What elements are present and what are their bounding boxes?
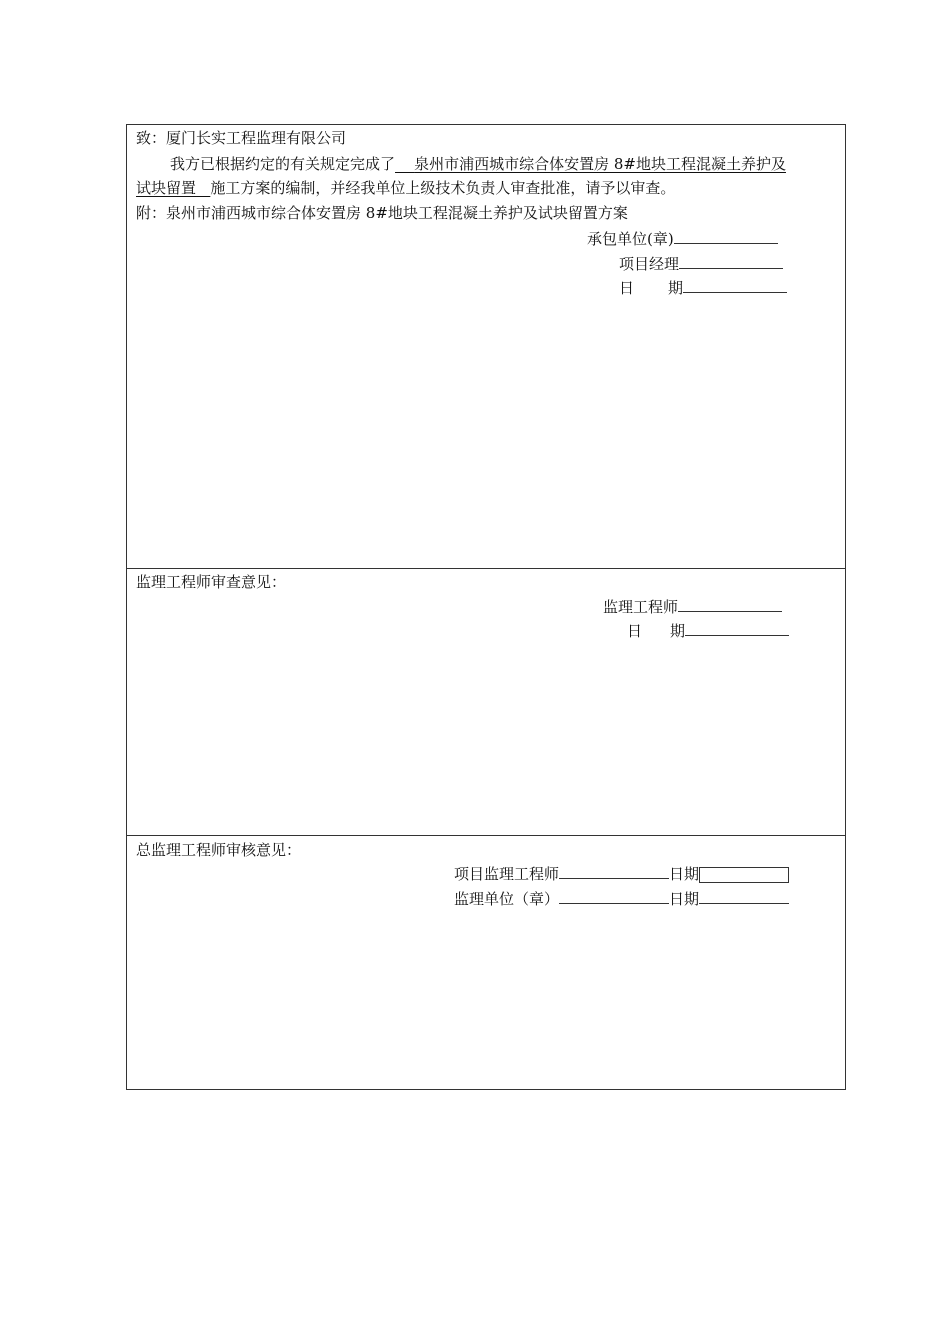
project-engineer-field[interactable]	[559, 864, 669, 879]
date-char-ri-2: 日	[627, 622, 643, 640]
date-field-3-boxed[interactable]	[699, 867, 789, 883]
date-row-2	[627, 621, 789, 641]
project-manager-label: 项目经理	[619, 255, 680, 273]
project-manager-field[interactable]	[679, 254, 783, 269]
project-name-part2-underlined	[136, 179, 210, 197]
supervision-unit-field[interactable]	[559, 889, 669, 904]
addressee-line: 致：厦门长实工程监理有限公司	[136, 129, 347, 147]
date-field-4[interactable]	[699, 889, 789, 904]
date-char-ri: 日	[619, 279, 635, 297]
body-prefix: 我方已根据约定的有关规定完成了	[170, 155, 396, 173]
engineer-review-section	[127, 569, 845, 836]
body-suffix: 施工方案的编制，并经我单位上级技术负责人审查批准，请予以审查。	[210, 179, 676, 197]
approval-form	[126, 124, 846, 1090]
contractor-submission-section	[127, 125, 845, 569]
date-char-qi-2: 期	[670, 622, 686, 640]
attachment-line: 附：泉州市浦西城市综合体安置房 8#地块工程混凝土养护及试块留置方案	[136, 204, 628, 222]
project-engineer-label: 项目监理工程师	[454, 865, 560, 883]
supervision-unit-row	[454, 889, 789, 909]
date-field-1[interactable]	[683, 278, 787, 293]
contractor-signature-row	[587, 229, 778, 249]
project-manager-row	[619, 254, 783, 274]
project-name-part2: 试块留置	[136, 179, 197, 197]
body-line-2	[136, 178, 675, 198]
engineer-review-heading: 监理工程师审查意见：	[136, 573, 287, 591]
date-char-qi: 期	[668, 279, 684, 297]
contractor-label: 承包单位(章)	[587, 230, 674, 248]
chief-review-heading: 总监理工程师审核意见：	[136, 841, 302, 859]
date-label-4: 日期	[669, 890, 700, 908]
project-name-part1-underlined	[395, 155, 786, 173]
chief-engineer-review-section	[127, 836, 845, 1089]
body-line-1	[170, 154, 786, 174]
date-row-1	[619, 278, 787, 298]
date-label-3: 日期	[669, 865, 700, 883]
engineer-signature-field[interactable]	[678, 597, 782, 612]
project-engineer-row	[454, 864, 789, 884]
project-name-part1: 泉州市浦西城市综合体安置房 8#地块工程混凝土养护及	[414, 155, 786, 173]
date-field-2[interactable]	[685, 621, 789, 636]
engineer-signature-row	[603, 597, 782, 617]
contractor-signature-field[interactable]	[674, 229, 778, 244]
supervision-unit-label: 监理单位（章）	[454, 890, 560, 908]
engineer-label: 监理工程师	[603, 598, 679, 616]
